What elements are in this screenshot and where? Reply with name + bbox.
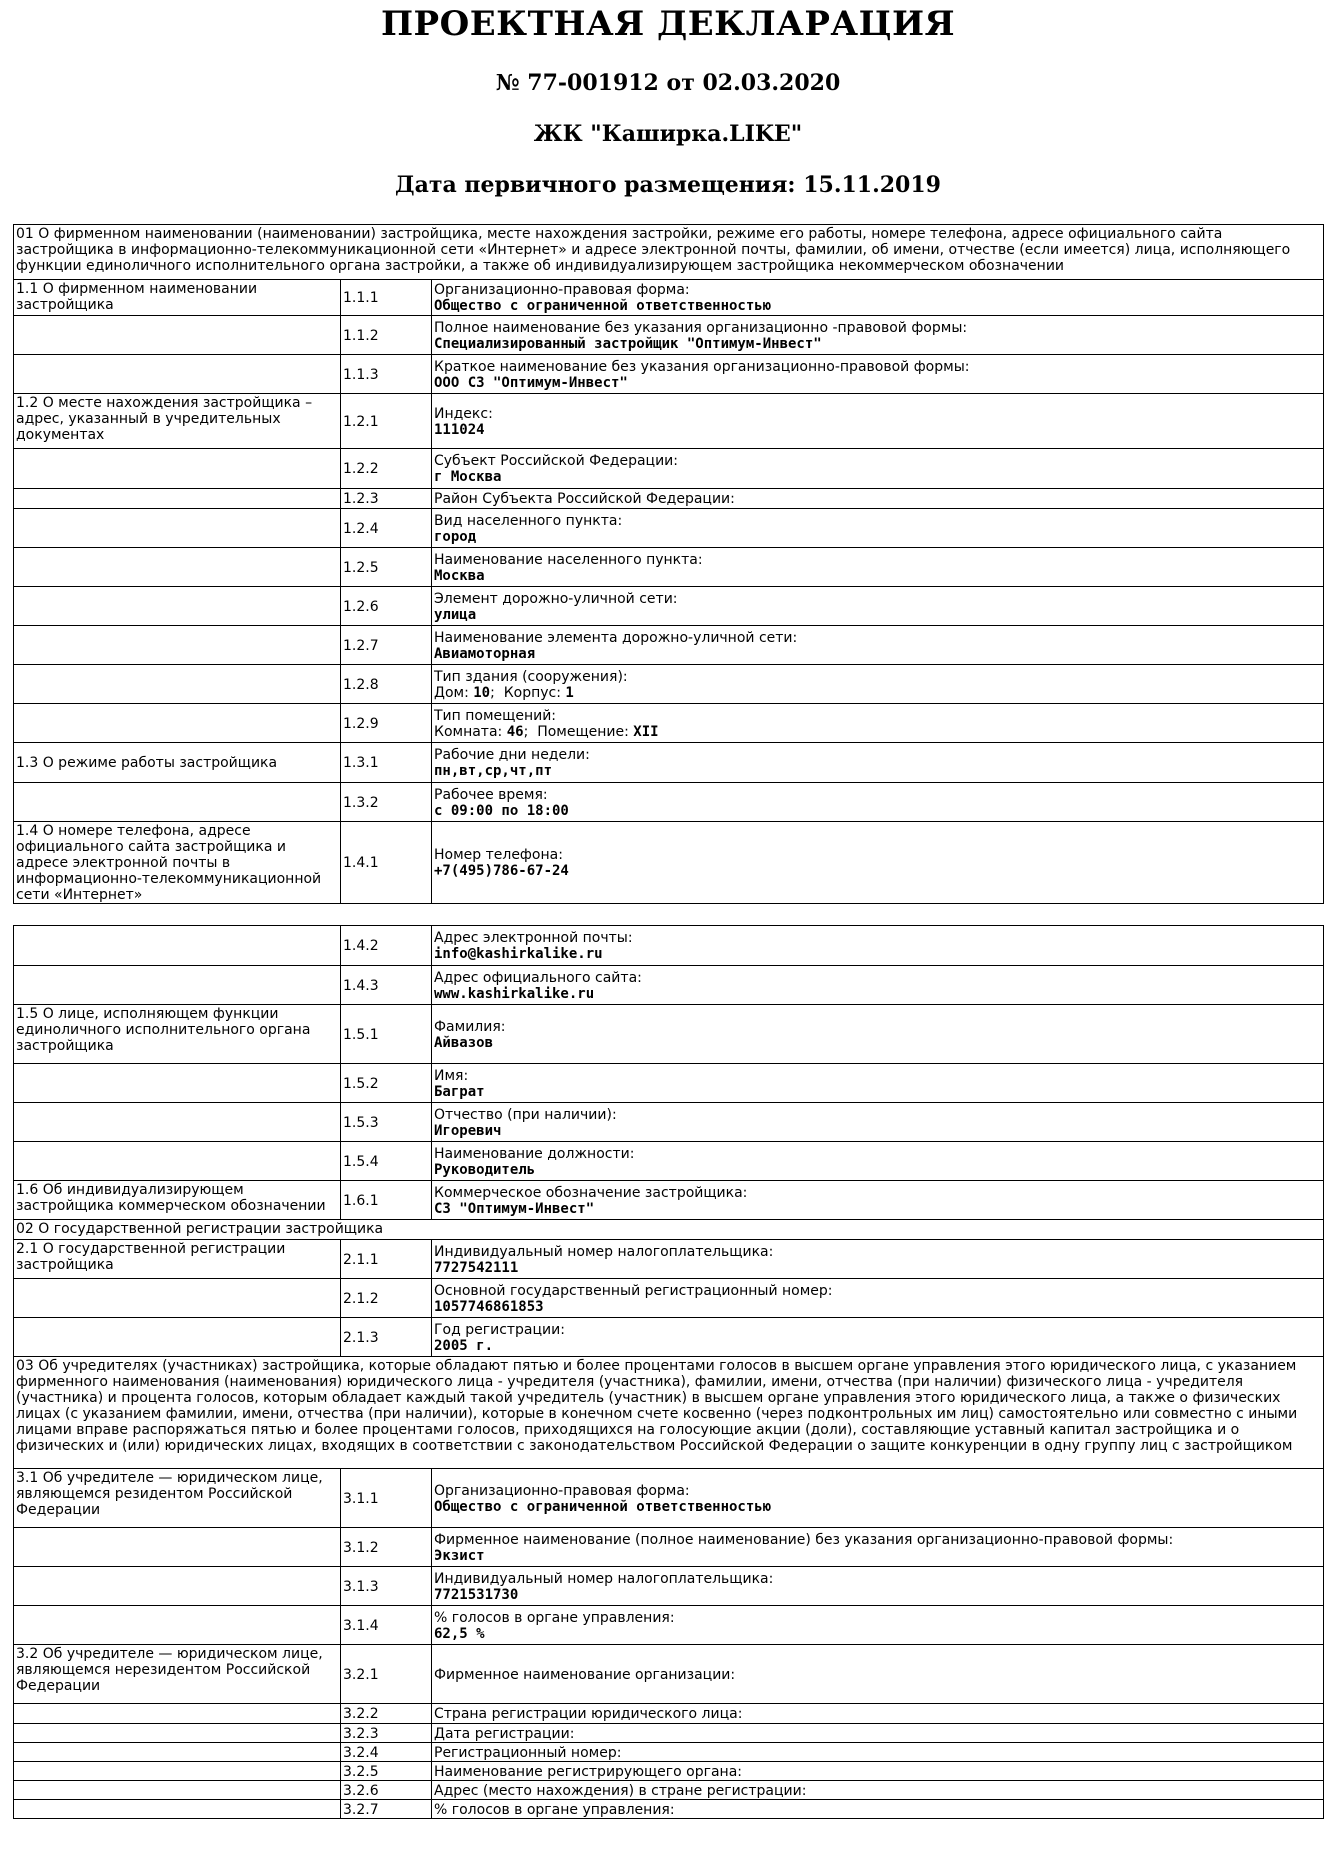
item-number: 1.2.6 (341, 587, 432, 626)
field-label: Субъект Российской Федерации: (434, 453, 678, 469)
item-number: 2.1.1 (341, 1240, 432, 1279)
table-row (14, 1762, 1324, 1781)
item-number: 1.3.1 (341, 743, 432, 783)
field-value: www.kashirkalike.ru (434, 985, 595, 1002)
item-number: 3.2.1 (341, 1645, 432, 1704)
item-number: 3.1.1 (341, 1469, 432, 1528)
table-row (14, 743, 1324, 783)
item-number: 1.3.2 (341, 783, 432, 822)
subsection-3-2: 3.2 Об учредителе — юридическом лице, являющемся нерезидентом Российской Федерации (14, 1645, 341, 1704)
table-row (14, 280, 1324, 316)
field-value: Баграт (434, 1083, 485, 1100)
field-label: % голосов в органе управления: (434, 1801, 675, 1818)
subsection-3-1: 3.1 Об учредителе — юридическом лице, являющемся резидентом Российской Федерации (14, 1469, 341, 1528)
table-row (14, 1800, 1324, 1819)
table-row (14, 1567, 1324, 1606)
field-value: с 09:00 по 18:00 (434, 802, 569, 819)
item-number: 3.2.3 (341, 1724, 432, 1743)
field-value: пн,вт,ср,чт,пт (434, 763, 553, 779)
table-row (14, 822, 1324, 904)
field-label: Краткое наименование без указания организационно-правовой формы: (434, 358, 970, 375)
item-number: 1.4.2 (341, 926, 432, 966)
field-value: ООО СЗ "Оптимум-Инвест" (434, 374, 628, 391)
table-row (14, 783, 1324, 822)
document-title: ПРОЕКТНАЯ ДЕКЛАРАЦИЯ (380, 4, 956, 44)
field-label: Индекс: (434, 405, 493, 422)
subsection-1-3: 1.3 О режиме работы застройщика (14, 743, 341, 783)
table-row (14, 966, 1324, 1005)
first-published-date: Дата первичного размещения: 15.11.2019 (395, 172, 941, 198)
field-label: Фамилия: (434, 1018, 506, 1035)
item-number: 1.2.8 (341, 665, 432, 704)
korpus-value: 1 (565, 684, 574, 701)
field-label: Фирменное наименование (полное наименование) без указания организационно-правовой формы: (434, 1531, 1174, 1548)
field-label: Коммерческое обозначение застройщика: (434, 1184, 748, 1201)
field-value: Игоревич (434, 1122, 502, 1139)
field-label: Имя: (434, 1067, 469, 1084)
item-number: 3.2.6 (341, 1781, 432, 1800)
field-value: 1057746861853 (434, 1298, 544, 1315)
table-row (14, 1279, 1324, 1318)
declaration-table-part-1 (13, 224, 1324, 904)
field-label: Район Субъекта Российской Федерации: (434, 491, 735, 507)
item-number: 3.1.4 (341, 1606, 432, 1645)
table-row (14, 1645, 1324, 1704)
table-row (14, 1005, 1324, 1064)
item-number: 1.2.1 (341, 394, 432, 449)
table-row (14, 665, 1324, 704)
field-value: Москва (434, 567, 485, 584)
field-label: Адрес (место нахождения) в стране регистрации: (434, 1782, 807, 1799)
field-label: Адрес официального сайта: (434, 969, 642, 986)
field-label: Основной государственный регистрационный номер: (434, 1282, 833, 1299)
field-label: % голосов в органе управления: (434, 1609, 675, 1626)
korpus-label: Корпус: (503, 684, 561, 701)
field-value: Специализированный застройщик "Оптимум-Инвест" (434, 335, 822, 352)
item-number: 3.2.4 (341, 1743, 432, 1762)
item-number: 1.5.2 (341, 1064, 432, 1103)
table-row (14, 1704, 1324, 1724)
item-number: 1.2.7 (341, 626, 432, 665)
field-value: улица (434, 606, 477, 623)
item-number: 3.2.7 (341, 1800, 432, 1819)
item-number: 3.2.2 (341, 1704, 432, 1724)
table-row (14, 394, 1324, 449)
field-label: Элемент дорожно-уличной сети: (434, 590, 678, 607)
table-row (14, 548, 1324, 587)
field-label: Адрес электронной почты: (434, 930, 633, 946)
table-row (14, 626, 1324, 665)
subsection-1-5: 1.5 О лице, исполняющем функции единоличного исполнительного органа застройщика (14, 1005, 341, 1064)
field-value: СЗ "Оптимум-Инвест" (434, 1200, 595, 1217)
field-label: Наименование должности: (434, 1145, 635, 1162)
field-value: Айвазов (434, 1034, 494, 1051)
table-row (14, 1606, 1324, 1645)
field-label: Наименование элемента дорожно-уличной сети: (434, 629, 798, 646)
field-value: 111024 (434, 421, 485, 438)
table-row (14, 1064, 1324, 1103)
table-row (14, 449, 1324, 489)
field-value: Авиамоторная (434, 645, 536, 662)
item-number: 1.5.1 (341, 1005, 432, 1064)
section-header-03: 03 Об учредителях (участниках) застройщика, которые обладают пятью и более процентами голосов в высшем органе управления этого юридического лица, с указанием фирменного наименования (наименования) юридического лица - учредителя (участника), фамилии, имени, отчества (при наличии) физического лица - учредителя (участника) и процента голосов, которым обладает каждый такой учредитель (участник) в высшем органе управления этого юридического лица, а также о физических лицах (с указанием фамилии, имени, отчества (при наличии), которые в конечном счете косвенно (через подконтрольных им лиц) самостоятельно или совместно с иными лицами вправе распоряжаться пятью и более процентами голосов, приходящихся на голосующие акции (доли), составляющие уставный капитал застройщика и о физических и (или) юридических лицах, входящих в соответствии с законодательством Российской Федерации о защите конкуренции в одну группу лиц с застройщиком (14, 1357, 1324, 1469)
field-label: Фирменное наименование организации: (434, 1666, 736, 1683)
table-row (14, 1743, 1324, 1762)
field-label: Индивидуальный номер налогоплательщика: (434, 1243, 774, 1260)
item-number: 3.1.2 (341, 1528, 432, 1567)
table-row (14, 1103, 1324, 1142)
field-label: Организационно-правовая форма: (434, 282, 690, 298)
item-number: 1.2.4 (341, 509, 432, 548)
field-label: Регистрационный номер: (434, 1744, 622, 1761)
table-row (14, 704, 1324, 743)
table-row (14, 1781, 1324, 1800)
separator: ; (523, 723, 529, 740)
item-number: 1.4.3 (341, 966, 432, 1005)
declaration-number: № 77-001912 от 02.03.2020 (495, 70, 841, 96)
field-label: Наименование населенного пункта: (434, 551, 703, 568)
item-number: 2.1.2 (341, 1279, 432, 1318)
field-value: Общество с ограниченной ответственностью (434, 1498, 772, 1515)
room-value: 46 (506, 723, 524, 740)
field-value: 2005 г. (434, 1337, 494, 1354)
declaration-table-part-2 (13, 925, 1324, 1819)
table-row (14, 316, 1324, 355)
field-label: Индивидуальный номер налогоплательщика: (434, 1570, 774, 1587)
item-number: 1.1.1 (341, 280, 432, 316)
subsection-1-6: 1.6 Об индивидуализирующем застройщика коммерческом обозначении (14, 1181, 341, 1220)
field-label: Дата регистрации: (434, 1725, 575, 1742)
separator: ; (490, 684, 495, 701)
item-number: 2.1.3 (341, 1318, 432, 1357)
item-number: 1.2.3 (341, 489, 432, 509)
item-number: 1.4.1 (341, 822, 432, 904)
field-value: 7727542111 (434, 1259, 519, 1276)
table-row (14, 1528, 1324, 1567)
field-value: 7721531730 (434, 1586, 519, 1603)
field-label: Тип здания (сооружения): (434, 668, 628, 685)
house-value: 10 (473, 684, 491, 701)
field-label: Полное наименование без указания организационно -правовой формы: (434, 319, 968, 336)
field-label: Год регистрации: (434, 1321, 565, 1338)
table-row (14, 1240, 1324, 1279)
section-header-02: 02 О государственной регистрации застройщика (14, 1220, 1324, 1240)
field-value: 62,5 % (434, 1625, 485, 1642)
table-row (14, 489, 1324, 509)
table-row (14, 587, 1324, 626)
field-label: Страна регистрации юридического лица: (434, 1706, 743, 1722)
room-label: Комната: (434, 723, 503, 740)
field-label: Наименование регистрирующего органа: (434, 1763, 742, 1780)
table-row (14, 1142, 1324, 1181)
table-row (14, 1181, 1324, 1220)
premise-label: Помещение: (537, 723, 629, 740)
complex-name: ЖК "Каширка.LIKE" (533, 121, 803, 147)
subsection-1-1: 1.1 О фирменном наименовании застройщика (14, 280, 341, 316)
item-number: 1.5.4 (341, 1142, 432, 1181)
item-number: 1.6.1 (341, 1181, 432, 1220)
field-value: info@kashirkalike.ru (434, 946, 603, 962)
field-label: Номер телефона: (434, 847, 563, 863)
item-number: 1.2.9 (341, 704, 432, 743)
field-label: Рабочее время: (434, 786, 548, 803)
field-label: Тип помещений: (434, 707, 557, 724)
item-number: 1.5.3 (341, 1103, 432, 1142)
item-number: 3.1.3 (341, 1567, 432, 1606)
item-number: 1.1.3 (341, 355, 432, 394)
subsection-1-4: 1.4 О номере телефона, адресе официального сайта застройщика и адресе электронной почты в информационно-телекоммуникационной сети «Интернет» (14, 822, 341, 904)
table-row (14, 509, 1324, 548)
table-row (14, 355, 1324, 394)
field-value: Общество с ограниченной ответственностью (434, 298, 772, 314)
field-label: Рабочие дни недели: (434, 747, 590, 763)
premise-value: XII (633, 723, 659, 740)
item-number: 1.2.5 (341, 548, 432, 587)
field-value: +7(495)786-67-24 (434, 863, 569, 879)
table-row (14, 1724, 1324, 1743)
item-number: 3.2.5 (341, 1762, 432, 1781)
table-row (14, 1318, 1324, 1357)
field-label: Вид населенного пункта: (434, 512, 623, 529)
table-row (14, 926, 1324, 966)
house-label: Дом: (434, 684, 469, 701)
field-label: Отчество (при наличии): (434, 1106, 617, 1123)
field-value: Экзист (434, 1547, 485, 1564)
subsection-2-1: 2.1 О государственной регистрации застройщика (14, 1240, 341, 1279)
subsection-1-2: 1.2 О месте нахождения застройщика – адрес, указанный в учредительных документах (14, 394, 341, 449)
field-value: г Москва (434, 469, 502, 485)
field-value: город (434, 528, 477, 545)
section-header-01: 01 О фирменном наименовании (наименовании) застройщика, месте нахождения застройки, режиме его работы, номере телефона, адресе официального сайта застройщика в информационно-телекоммуникационной сети «Интернет» и адресе электронной почты, фамилии, об имени, отчестве (если имеется) лица, исполняющего функции единоличного исполнительного органа застройки, а также об индивидуализирующем застройщика некоммерческом обозначении (14, 225, 1324, 280)
table-row (14, 1469, 1324, 1528)
field-label: Организационно-правовая форма: (434, 1482, 690, 1499)
item-number: 1.2.2 (341, 449, 432, 489)
item-number: 1.1.2 (341, 316, 432, 355)
field-value: Руководитель (434, 1161, 536, 1178)
